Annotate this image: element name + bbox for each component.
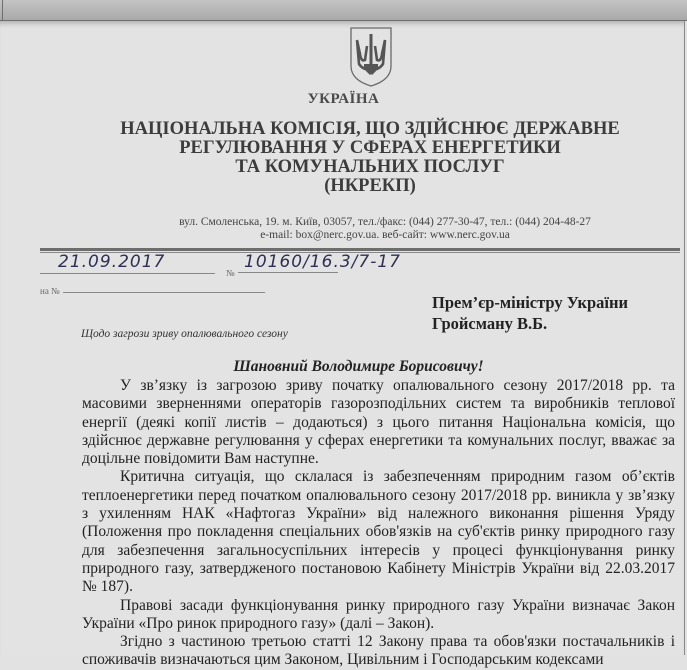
paragraph: Згідно з частиною третьою статті 12 Закону права та обов'язки постачальників і споживачів визначаються цим Законом, Цивільним і Господарським кодексами [82,633,675,669]
organization-abbreviation: (НКРЕКП) [324,176,416,196]
toolbar-edge [2,0,3,20]
email-website: e-mail: box@nerc.gov.ua. веб-сайт: www.nerc.gov.ua [260,229,510,241]
number-label: № [226,268,235,278]
letter-greeting: Шановний Володимире Борисовичу! [233,358,484,375]
trident-coat-of-arms-icon [349,26,393,88]
paragraph: Правові засади функціонування ринку природного газу України визначає Закон України «Про ринок природного газу» (далі – Закон). [82,596,675,632]
date-underline [40,273,215,274]
outgoing-number: 10160/16.3/7-17 [244,252,401,272]
addressee-title: Прем’єр-міністру України [432,293,629,312]
reply-to-label: на № [40,286,60,296]
number-underline [238,272,338,273]
letterhead-divider [40,248,680,251]
organization-line: ТА КОМУНАЛЬНИХ ПОСЛУГ [235,157,505,177]
organization-contacts [0,216,687,242]
reply-to-underline [63,292,265,293]
viewer-toolbar [0,0,687,21]
paragraph: У зв’язку із загрозою зриву початку опалювального сезону 2017/2018 рр. та масовими зверненнями операторів газорозподільних систем та виробників теплової енергії (деякі копії листів – додаються) з цього питання Національна комісія, що здійснює державне регулювання у сферах енергетики та комунальних послуг, вважає за доцільне повідомити Вам наступне. [82,377,675,468]
addressee-name: Гройсману В.Б. [432,314,548,333]
outgoing-date: 21.09.2017 [58,252,166,272]
letter-body [82,377,675,670]
addressee [432,292,628,334]
paragraph: Критична ситуація, що склалася із забезпеченням природним газом об’єктів теплоенергетики перед початком опалювального сезону 2017/2018 рр. виникла у зв’язку з ухиленням НАК «Нафтогаз України» від належного виконання рішення Уряду (Положення про покладення спеціальних обов'язків на суб'єктів ринку природного газу для забезпечення загальносуспільних інтересів у процесі функціонування ринку природного газу, затвердженого постановою Кабінету Міністрів України від 22.03.2017 № 187). [82,468,675,596]
organization-line: РЕГУЛЮВАННЯ У СФЕРАХ ЕНЕРГЕТИКИ [179,138,561,158]
organization-line: НАЦІОНАЛЬНА КОМІСІЯ, ЩО ЗДІЙСНЮЄ ДЕРЖАВНЕ [120,119,620,139]
postal-address: вул. Смоленська, 19. м. Київ, 03057, тел./факс: (044) 277-30-47, тел.: (044) 204-48-27 [179,216,591,228]
organization-name [0,120,687,196]
country-name: УКРАЇНА [307,91,380,107]
letter-subject: Щодо загрози зриву опалювального сезону [81,328,288,340]
